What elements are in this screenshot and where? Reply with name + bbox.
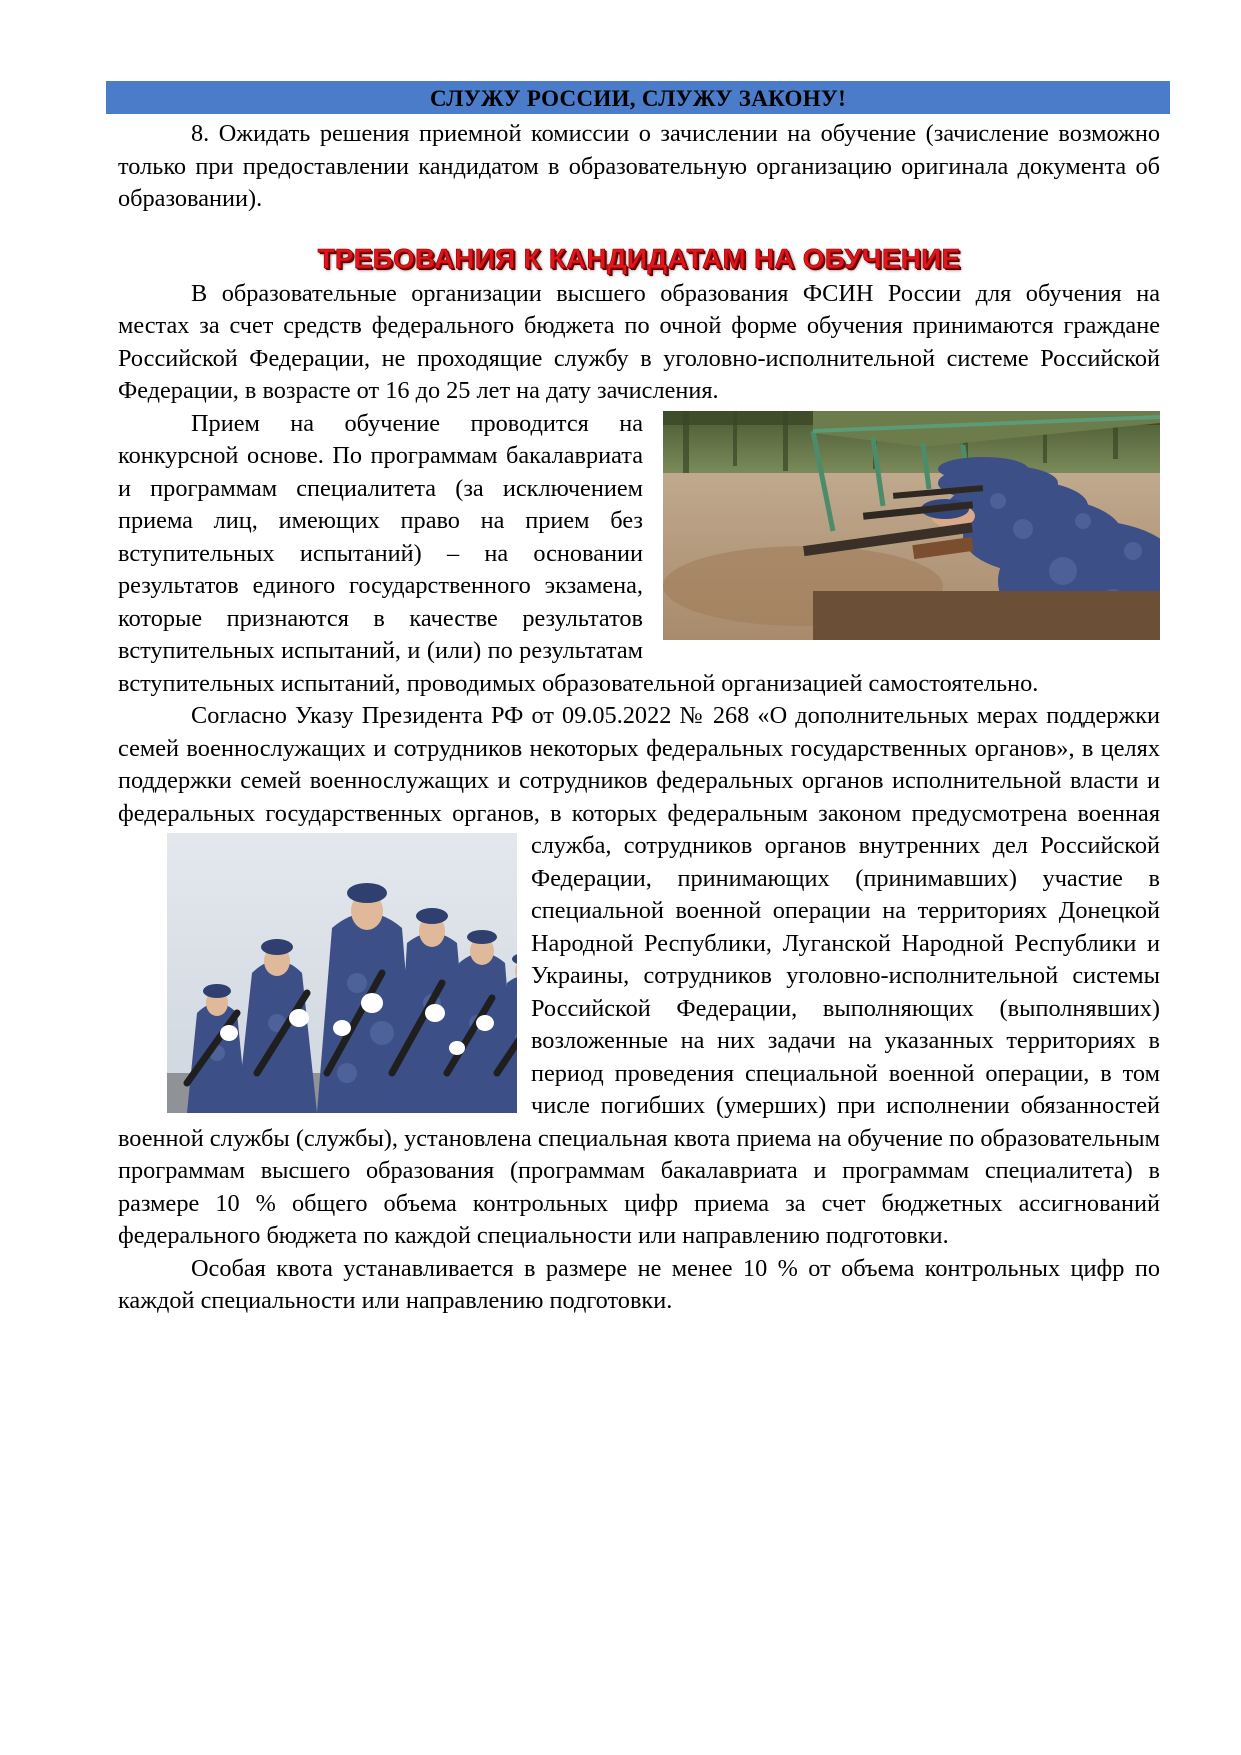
parade-photo (94, 833, 517, 1113)
document-body (118, 118, 1160, 1318)
section-heading: ТРЕБОВАНИЯ К КАНДИДАТАМ НА ОБУЧЕНИЕ (317, 242, 961, 274)
paragraph-admission-basis: Прием на обучение проводится на конкурсной основе. По программам бакалавриата и программам специалитета (за исключением приема лиц, имеющих право на прием без вступительных испытаний) – на основании результатов единого государственного экзамена, которые признаются в качестве результатов вступительных испытаний, и (или) по результатам вступительных испытаний, проводимых образовательной организацией самостоятельно. (118, 409, 1039, 697)
paragraph-step-8: 8. Ожидать решения приемной комиссии о зачислении на обучение (зачисление возможно только при предоставлении кандидатом в образовательную организацию оригинала документа об образовании). (118, 120, 1160, 212)
shooting-range-photo (663, 411, 1160, 640)
decree-text (118, 702, 1160, 1249)
paragraph-special-quota: Особая квота устанавливается в размере не менее 10 % от объема контрольных цифр по каждой специальности или направлению подготовки. (118, 1254, 1160, 1314)
decree-text-part-1: Согласно Указу Президента РФ от 09.05.2022 № 268 «О дополнительных мерах поддержки семей военнослужащих и сотрудников некоторых федеральных государственных органов», в целях поддержки семей военнослужащих и сотрудников федеральных органов исполнительной власти и федеральных государственных органов, в которых федеральным законом предусмотрена военная (118, 702, 1160, 827)
decree-text-part-2: служба, сотрудников органов внутренних дел Российской Федерации, принимающих (принимавших) участие в специальной военной операции на территориях Донецкой Народной Республики, Луганской Народной Республики и Украины, сотрудников уголовно-исполнительной системы Российской Федерации, выполняющих (выполнявших) возложенные на них задачи на указанных территориях в период проведения специальной военной операции, в том числе погибших (умерших) при исполнении обязанностей военной службы (службы), установлена специальная квота приема на обучение по образовательным программам высшего образования (программам бакалавриата и программам специалитета) в размере 10 % общего объема контрольных цифр приема за счет бюджетных ассигнований федерального бюджета по каждой специальности или направлению подготовки. (118, 832, 1160, 1249)
paragraph-decree (118, 700, 1160, 1253)
page-banner: СЛУЖУ РОССИИ, СЛУЖУ ЗАКОНУ! (106, 81, 1170, 114)
paragraph-eligibility: В образовательные организации высшего образования ФСИН России для обучения на местах за счет средств федерального бюджета по очной форме обучения принимаются граждане Российской Федерации, не проходящие службу в уголовно-исполнительной системе Российской Федерации, в возрасте от 16 до 25 лет на дату зачисления. (118, 279, 1160, 404)
